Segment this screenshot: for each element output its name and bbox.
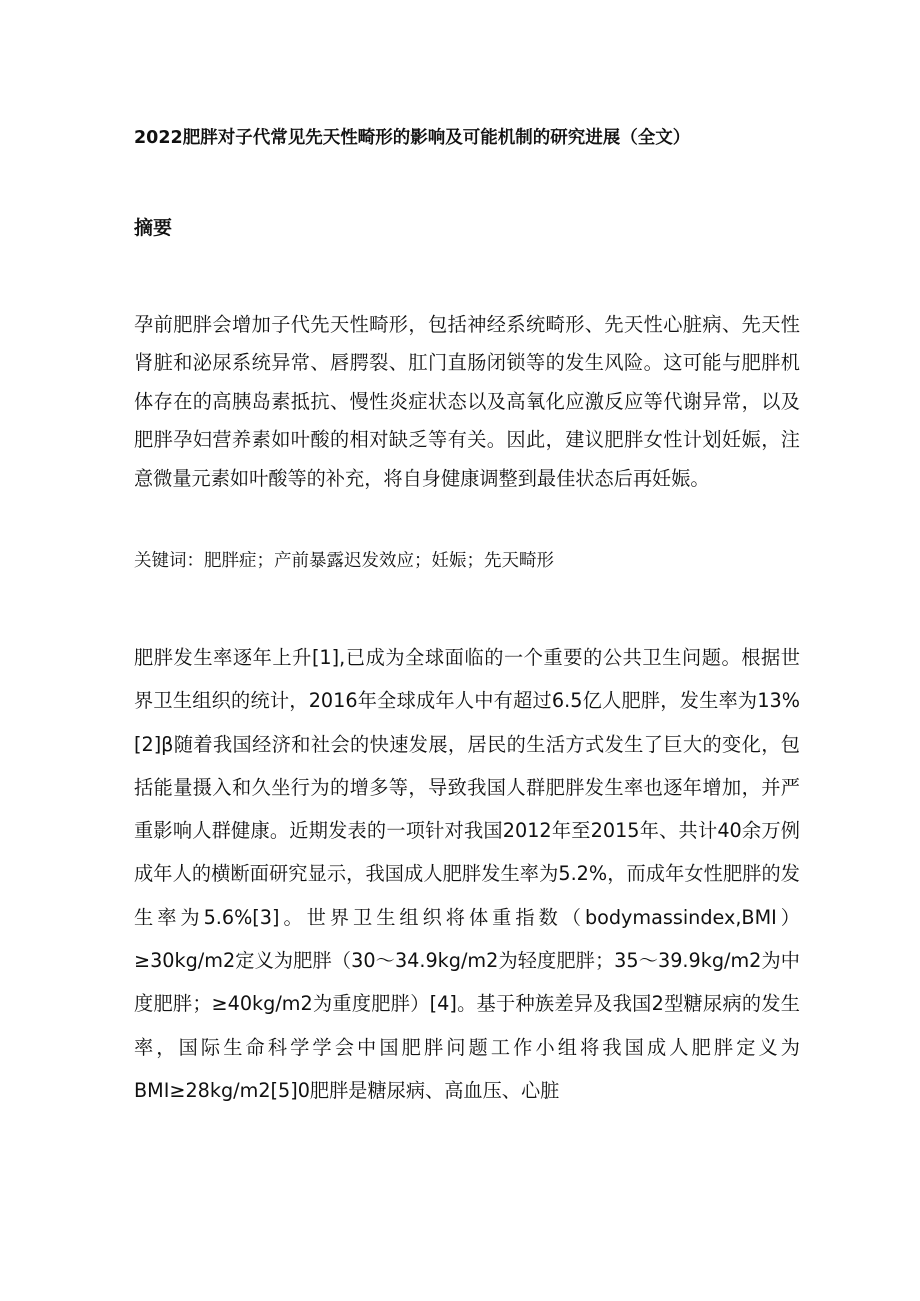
abstract-heading: 摘要 — [134, 217, 173, 239]
abstract-paragraph: 孕前肥胖会增加子代先天性畸形，包括神经系统畸形、先天性心脏病、先天性肾脏和泌尿系统异常、唇腭裂、肛门直肠闭锁等的发生风险。这可能与肥胖机体存在的高胰岛素抵抗、慢性炎症状态以及高氧化应激反应等代谢异常，以及肥胖孕妇营养素如叶酸的相对缺乏等有关。因此，建议肥胖女性计划妊娠，注意微量元素如叶酸等的补充，将自身健康调整到最佳状态后再妊娠。 — [134, 313, 800, 490]
keywords-line: 关键词：肥胖症；产前暴露迟发效应；妊娠；先天畸形 — [134, 551, 554, 571]
document-title: 2022肥胖对子代常见先天性畸形的影响及可能机制的研究进展（全文） — [134, 128, 691, 148]
body-paragraph: 肥胖发生率逐年上升[1],已成为全球面临的一个重要的公共卫生问题。根据世界卫生组织的统计，2016年全球成年人中有超过6.5亿人肥胖，发生率为13%[2]β随着我国经济和社会的快速发展，居民的生活方式发生了巨大的变化，包括能量摄入和久坐行为的增多等，导致我国人群肥胖发生率也逐年增加，并严重影响人群健康。近期发表的一项针对我国2012年至2015年、共计40余万例成年人的横断面研究显示，我国成人肥胖发生率为5.2%，而成年女性肥胖的发生率为5.6%[3]。世界卫生组织将体重指数（bodymassindex,BMI）≥30kg/m2定义为肥胖（30～34.9kg/m2为轻度肥胖；35～39.9kg/m2为中度肥胖；≥40kg/m2为重度肥胖）[4]。基于种族差异及我国2型糖尿病的发生率，国际生命科学学会中国肥胖问题工作小组将我国成人肥胖定义为BMI≥28kg/m2[5]0肥胖是糖尿病、高血压、心脏 — [134, 646, 800, 1102]
